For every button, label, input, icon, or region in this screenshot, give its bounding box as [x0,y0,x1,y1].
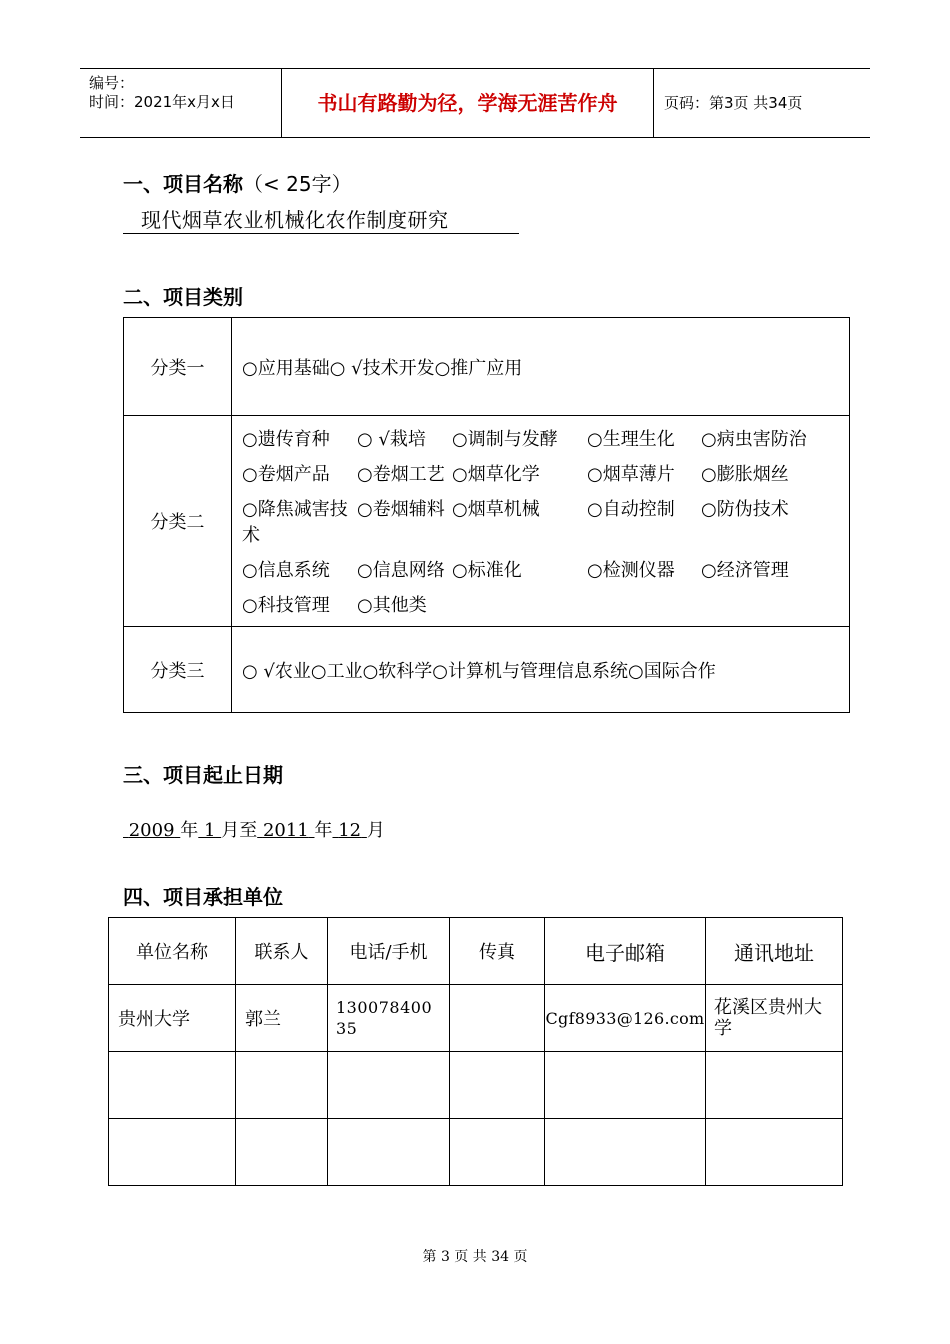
category-one-options: ○应用基础○ √技术开发○推广应用 [232,318,850,416]
empty-cell [706,1052,843,1119]
section-project-name-heading [123,168,352,197]
option-item: ○烟草薄片 [587,464,675,485]
start-year-value: 2009 [128,820,175,841]
option-item: ○科技管理 [242,595,330,616]
month-char: 月 [366,820,385,841]
section-category-heading: 二、项目类别 [123,285,243,309]
option-item: ○防伪技术 [701,499,789,520]
start-month [198,820,221,841]
header-email: 电子邮箱 [545,918,706,985]
option-item: ○ √栽培 [357,429,426,450]
option-item: ○标准化 [452,560,522,581]
empty-cell [236,1119,328,1186]
end-month-value: 12 [338,820,362,841]
document-time: 时间：2021年x月x日 [89,93,235,111]
cell-unit-name: 贵州大学 [109,985,236,1052]
header-motto: 书山有路勤为径，学海无涯苦作舟 [282,69,654,137]
section-note: （< 25字） [243,172,352,196]
cell-phone [328,985,450,1052]
cell-contact: 郭兰 [236,985,328,1052]
table-row [109,1052,843,1119]
empty-cell [450,1119,545,1186]
end-year-value: 2011 [262,820,309,841]
table-row [109,985,843,1052]
option-item: ○烟草机械 [452,499,540,520]
end-year [257,820,314,841]
option-item: ○卷烟辅料 [357,499,445,520]
empty-cell [109,1119,236,1186]
category-table [123,317,850,713]
phone-text: 13007840035 [336,998,433,1038]
option-item: ○经济管理 [701,560,789,581]
year-char: 年 [180,820,199,841]
start-year [123,820,180,841]
project-dates [123,816,385,842]
option-item: ○卷烟产品 [242,464,330,485]
option-item: ○降焦减害技术 [242,499,348,546]
category-one-label: 分类一 [124,318,232,416]
year-char: 年 [314,820,333,841]
page-footer: 第 3 页 共 34 页 [422,1249,528,1265]
document-number: 编号： [89,74,135,92]
cell-address [706,985,843,1052]
category-two-cell [232,416,850,627]
option-item: ○膨胀烟丝 [701,464,789,485]
option-item: ○烟草化学 [452,464,540,485]
empty-cell [450,1052,545,1119]
header-meta [80,69,282,137]
option-item: ○检测仪器 [587,560,675,581]
option-item: ○信息网络 [357,560,445,581]
option-item: ○生理生化 [587,429,675,450]
section-unit-heading: 四、项目承担单位 [123,885,283,909]
project-name-field: 现代烟草农业机械化农作制度研究 [123,206,519,234]
empty-cell [109,1052,236,1119]
page-header [80,68,870,138]
table-row [109,1119,843,1186]
empty-cell [328,1119,450,1186]
option-item: ○其他类 [357,595,427,616]
unit-table [108,917,843,1186]
header-fax: 传真 [450,918,545,985]
header-contact: 联系人 [236,918,328,985]
option-item: ○病虫害防治 [701,429,807,450]
category-two-label: 分类二 [124,416,232,627]
empty-cell [328,1052,450,1119]
empty-cell [545,1052,706,1119]
to-char: 月至 [221,820,258,841]
header-address: 通讯地址 [706,918,843,985]
table-header-row [109,918,843,985]
category-three-options: ○ √农业○工业○软科学○计算机与管理信息系统○国际合作 [232,627,850,713]
end-month [332,820,366,841]
category-three-label: 分类三 [124,627,232,713]
empty-cell [236,1052,328,1119]
header-phone: 电话/手机 [328,918,450,985]
address-text: 花溪区贵州大学 [714,997,822,1039]
section-title: 一、项目名称 [123,172,243,196]
cell-email: Cgf8933@126.com [545,985,706,1052]
empty-cell [706,1119,843,1186]
section-dates-heading: 三、项目起止日期 [123,763,283,787]
option-item: ○遗传育种 [242,429,330,450]
header-unit-name: 单位名称 [109,918,236,985]
option-item: ○自动控制 [587,499,675,520]
option-item: ○卷烟工艺 [357,464,445,485]
cell-fax [450,985,545,1052]
option-item: ○信息系统 [242,560,330,581]
start-month-value: 1 [204,820,216,841]
option-item: ○调制与发酵 [452,429,558,450]
category-two-options [242,425,849,617]
header-page-number: 页码：第3页 共34页 [664,94,803,112]
empty-cell [545,1119,706,1186]
